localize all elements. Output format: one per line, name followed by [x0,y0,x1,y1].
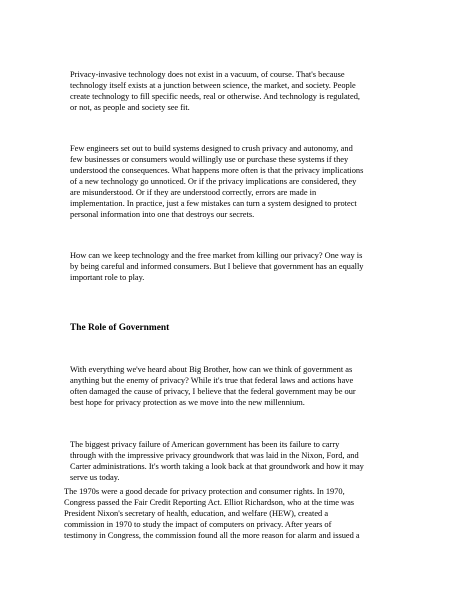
text-line: understood the consequences. What happens more often is that the privacy implications [70,166,364,175]
text-line: serve us today. [70,473,120,482]
text-line: few businesses or consumers would willingly use or purchase these systems if they [70,155,349,164]
text-line: Congress passed the Fair Credit Reporting Act. Elliot Richardson, who at the time was [64,498,355,507]
text-line: commission in 1970 to study the impact of computers on privacy. After years of [64,520,332,529]
text-line: technology itself exists at a junction between science, the market, and society. People [70,81,356,90]
text-line: implementation. In practice, just a few mistakes can turn a system designed to protect [70,199,357,208]
text-line: testimony in Congress, the commission found all the more reason for alarm and issued a [64,531,360,540]
section-heading: The Role of Government [70,323,170,333]
text-line: The biggest privacy failure of American government has been its failure to carry [70,440,340,449]
text-line: or not, as people and society see fit. [70,103,190,112]
text-line: With everything we've heard about Big Brother, how can we think of government as [70,365,353,374]
text-line: Privacy-invasive technology does not exist in a vacuum, of course. That's because [70,70,345,79]
text-line: create technology to fill specific needs, real or otherwise. And technology is regulated, [70,92,360,101]
text-line: through with the impressive privacy groundwork that was laid in the Nixon, Ford, and [70,451,359,460]
text-line: The 1970s were a good decade for privacy protection and consumer rights. In 1970, [64,487,345,496]
text-line: are misunderstood. Or if they are understood correctly, errors are made in [70,188,317,197]
text-line: often damaged the cause of privacy, I believe that the federal government may be our [70,387,356,396]
text-line: anything but the enemy of privacy? While it's true that federal laws and actions have [70,376,354,385]
text-line: by being careful and informed consumers. But I believe that government has an equally [70,262,364,271]
text-line: personal information into one that destroys our secrets. [70,210,255,219]
text-line: Few engineers set out to build systems designed to crush privacy and autonomy, and [70,144,353,153]
text-line: How can we keep technology and the free market from killing our privacy? One way is [70,251,363,260]
text-line: of a new technology go unnoticed. Or if the privacy implications are considered, they [70,177,357,186]
text-line: Carter administrations. It's worth taking a look back at that groundwork and how it may [70,462,364,471]
text-line: important role to play. [70,273,145,282]
text-line: President Nixon's secretary of health, education, and welfare (HEW), created a [64,509,329,518]
text-line: best hope for privacy protection as we move into the new millennium. [70,398,305,407]
